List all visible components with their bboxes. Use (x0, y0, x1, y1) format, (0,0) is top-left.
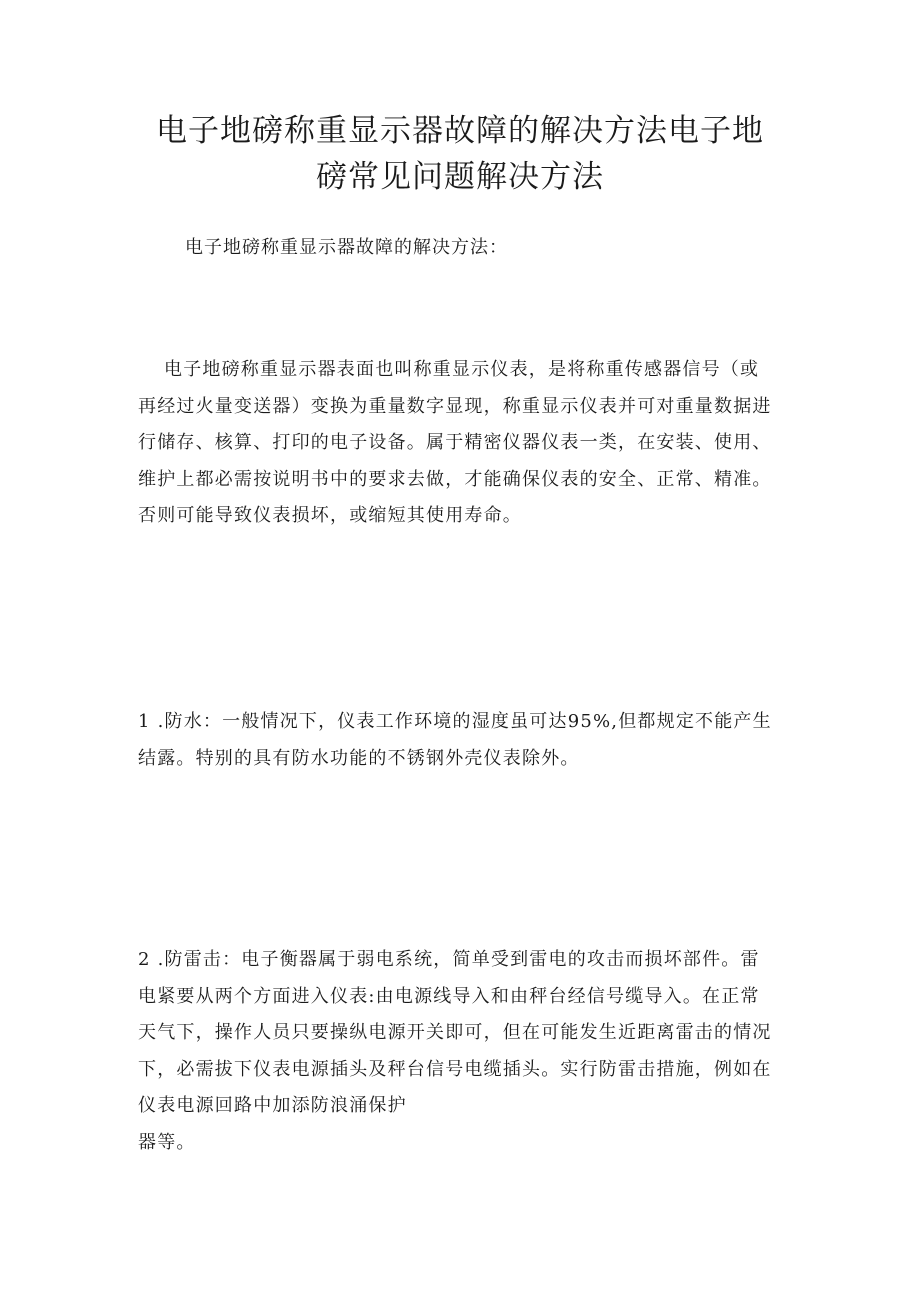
intro-paragraph (138, 352, 810, 535)
paragraph-line: 维护上都必需按说明书中的要求去做，才能确保仪表的安全、正常、精准。 (138, 468, 772, 490)
paragraph-line: 1 .防水：一般情况下，仪表工作环境的湿度虽可达95%,但都规定不能产生 (138, 711, 772, 732)
page-title (0, 108, 920, 200)
paragraph-line: 2 .防雷击：电子衡器属于弱电系统，简单受到雷电的攻击而损坏部件。雷 (138, 949, 760, 970)
lightning-protection-section (138, 942, 810, 1161)
title-line: 磅常见问题解决方法 (316, 159, 604, 195)
paragraph-line: 再经过火量变送器）变换为重量数字显现，称重显示仪表并可对重量数据进 (138, 395, 772, 417)
paragraph-line: 器等。 (138, 1131, 196, 1153)
section-subtitle: 电子地磅称重显示器故障的解决方法： (185, 237, 508, 258)
paragraph-line: 否则可能导致仪表损坏，或缩短其使用寿命。 (138, 505, 522, 526)
paragraph-line: 天气下，操作人员只要操纵电源开关即可，但在可能发生近距离雷击的情况 (138, 1022, 772, 1043)
paragraph-line: 电紧要从两个方面进入仪表:由电源线导入和由秤台经信号缆导入。在正常 (138, 985, 760, 1007)
paragraph-line: 下，必需拔下仪表电源插头及秤台信号电缆插头。实行防雷击措施，例如在 (138, 1058, 772, 1080)
paragraph-line: 电子地磅称重显示器表面也叫称重显示仪表，是将称重传感器信号（或 (164, 359, 760, 380)
title-line: 电子地磅称重显示器故障的解决方法电子地 (156, 113, 764, 149)
waterproof-section (138, 704, 810, 777)
paragraph-line: 结露。特别的具有防水功能的不锈钢外壳仪表除外。 (138, 747, 580, 769)
paragraph-line: 行储存、核算、打印的电子设备。属于精密仪器仪表一类，在安装、使用、 (138, 432, 772, 453)
paragraph-line: 仪表电源回路中加添防浪涌保护 (138, 1095, 407, 1116)
